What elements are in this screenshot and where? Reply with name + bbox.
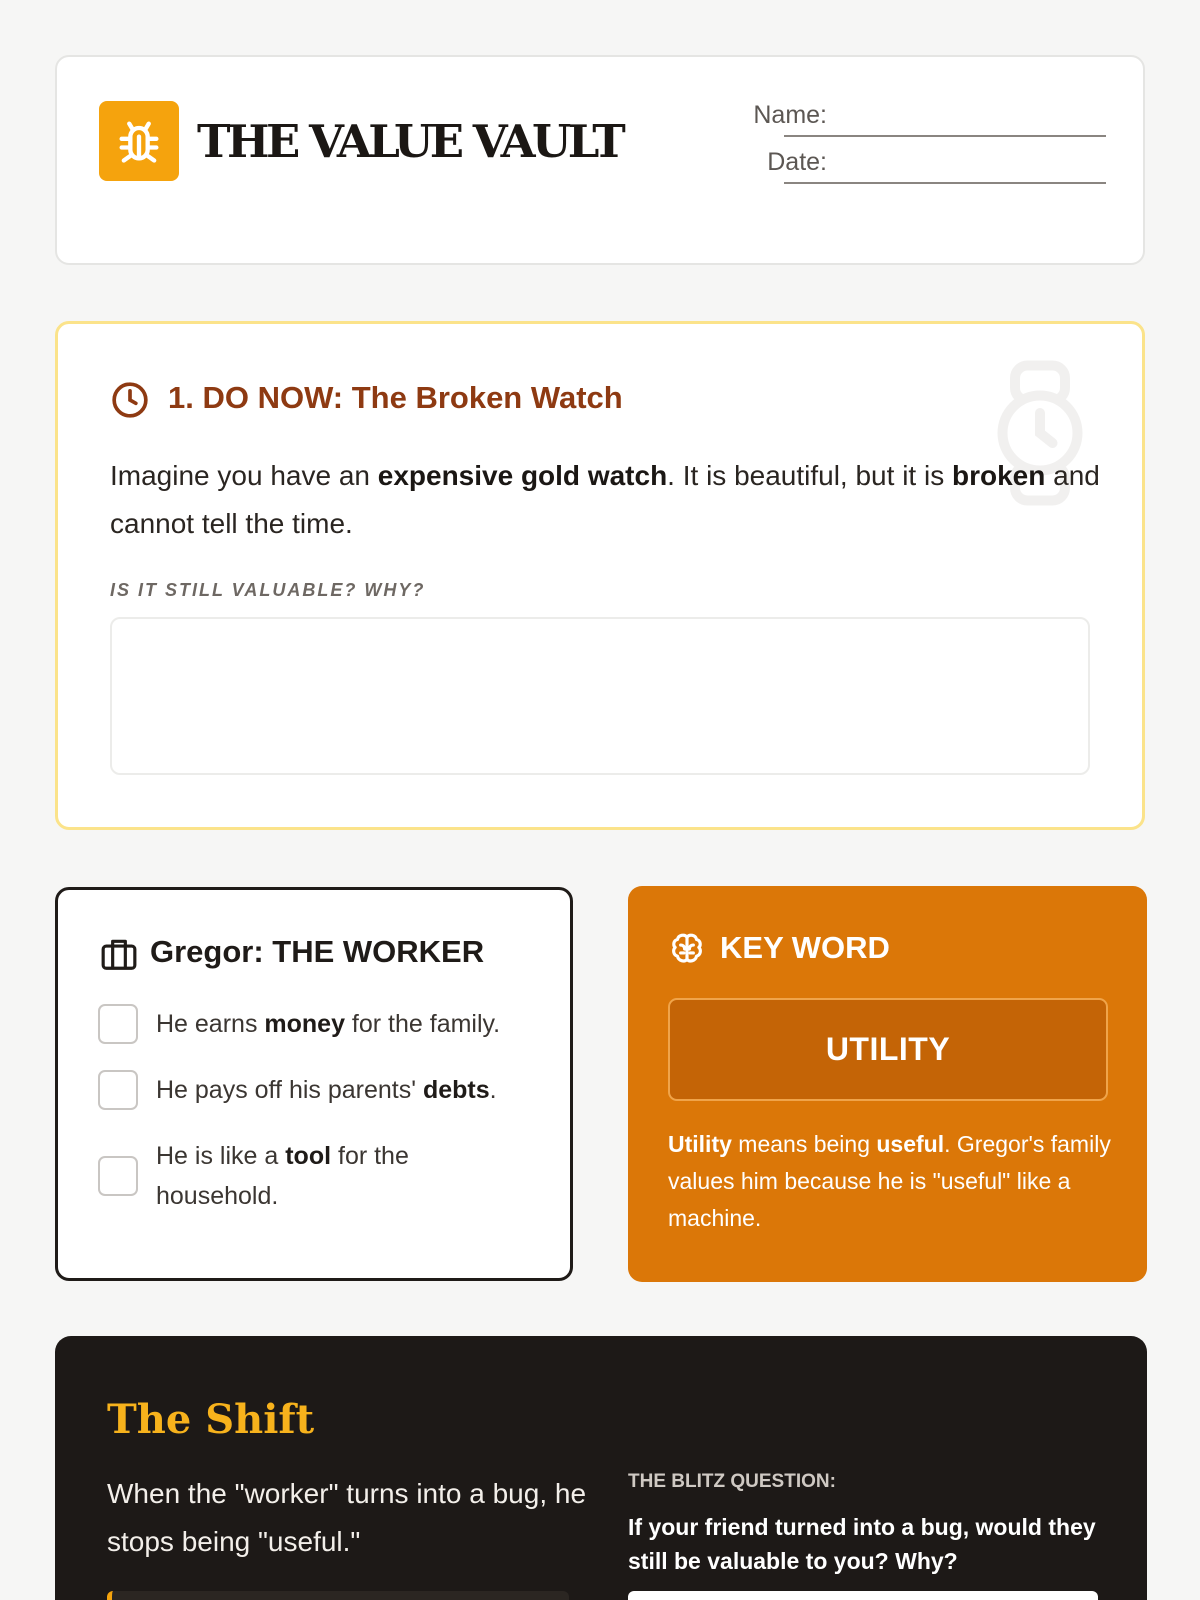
keyword-term: UTILITY [668, 998, 1108, 1101]
do-now-text: Imagine you have an expensive gold watch. It is beautiful, but it is broken and cannot tell the time. [110, 460, 1100, 539]
header-card [55, 55, 1145, 265]
keyword-definition: Utility means being useful. Gregor's family values him because he is "useful" like a machine. [668, 1131, 1111, 1231]
blitz-question: If your friend turned into a bug, would they still be valuable to you? Why? [628, 1514, 1096, 1574]
checklist-item [98, 1136, 538, 1216]
blitz-answer-box[interactable] [628, 1591, 1098, 1600]
checklist-item-text: He pays off his parents' debts. [156, 1076, 497, 1104]
clock-icon [110, 380, 150, 425]
checkbox[interactable] [98, 1004, 138, 1044]
shift-text: When the "worker" turns into a bug, he stops being "useful." [107, 1478, 587, 1557]
keyword-title: KEY WORD [720, 930, 890, 965]
checkbox[interactable] [98, 1156, 138, 1196]
name-field[interactable] [784, 135, 1106, 137]
checklist-item-text: He is like a tool for the household. [156, 1142, 409, 1210]
bug-logo-icon [99, 101, 179, 181]
checklist-item [98, 1070, 538, 1110]
date-field[interactable] [784, 182, 1106, 184]
brand-title: THE VALUE VAULT [197, 115, 623, 168]
shift-card [55, 1336, 1147, 1600]
brain-icon [668, 930, 706, 973]
do-now-card [55, 321, 1145, 830]
briefcase-icon [100, 936, 138, 977]
worker-card [55, 887, 573, 1281]
do-now-title: 1. DO NOW: The Broken Watch [168, 380, 623, 415]
prompt-label: IS IT STILL VALUABLE? WHY? [110, 580, 426, 600]
name-label: Name: [753, 101, 827, 129]
date-label: Date: [767, 148, 827, 176]
checkbox[interactable] [98, 1070, 138, 1110]
shift-title: The Shift [107, 1396, 315, 1443]
shift-quote-box [107, 1591, 569, 1600]
checklist-item-text: He earns money for the family. [156, 1010, 501, 1038]
checklist-item [98, 1004, 538, 1044]
blitz-label: THE BLITZ QUESTION: [628, 1471, 836, 1492]
worker-title: Gregor: THE WORKER [150, 934, 485, 969]
do-now-answer-box[interactable] [110, 617, 1090, 775]
keyword-card [628, 886, 1147, 1282]
